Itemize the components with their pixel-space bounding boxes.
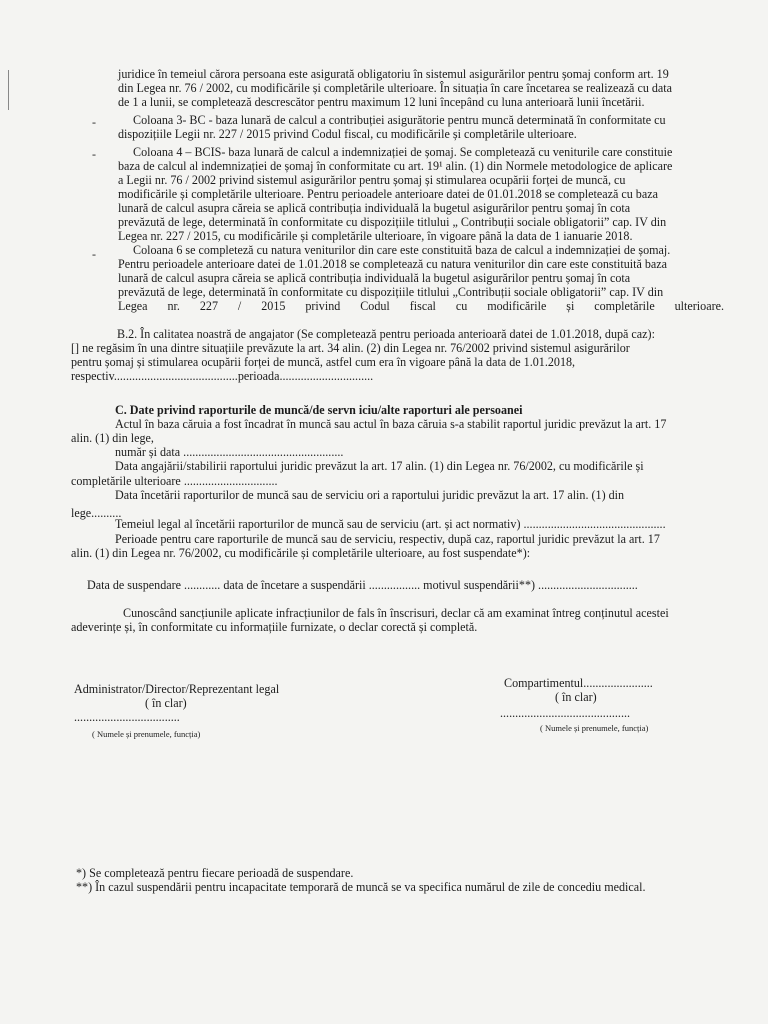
text-line: completările ulterioare ............................... [71,474,278,488]
text-line: lunară de calcul asupra căreia se aplică contribuția individuală la bugetul asigurărilor pentru șomaj în cota [118,201,631,215]
text-line: Coloana 3- BC - baza lunară de calcul a contribuției asigurătorie pentru muncă determinată în conformitate cu [133,113,666,127]
text-line: Temeiul legal al încetării raporturilor de muncă sau de serviciu (art. și act normativ) ............................................... [115,517,666,531]
text-line: Cunoscând sancțiunile aplicate infracțiunilor de fals în înscrisuri, declar că am examinat întreg conținutul acestei [123,606,669,620]
text-line: Actul în baza căruia a fost încadrat în muncă sau actul în baza căruia s-a stabilit raportul juridic prevăzut la art. 17 [115,417,667,431]
signatory-left-clear: ( în clar) [145,696,187,710]
text-line: Legea nr. 227 / 2015 privind Codul fiscal cu modificările și completările ulterioare. [118,299,724,313]
suspension-line: Data de suspendare ............ data de încetare a suspendării ................. motivul suspendării**) ................................. [87,578,638,592]
text-line: modificările și completările ulterioare. Pentru perioadele anterioare datei de 01.01.2018 se completează cu baza [118,187,658,201]
text-line: a Legii nr. 76 / 2002 privind sistemul asigurărilor pentru șomaj și stimularea ocupării forței de muncă, cu [118,173,626,187]
signatory-right-clear: ( în clar) [555,690,597,704]
text-line: Pentru perioadele anterioare datei de 1.01.2018 se completează cu natura veniturilor din care este constituită baza [118,257,668,271]
text-line: Coloana 6 se completeză cu natura veniturilor din care este constituită baza de calcul a indemnizației de șomaj. [133,243,671,257]
signatory-right-dots: ........................................... [500,706,631,720]
bullet-dash: - [92,147,96,161]
text-line: baza de calcul al indemnizației de șomaj în conformitate cu art. 19¹ alin. (1) din Normele metodologice de aplicare [118,159,673,173]
text-line: Coloana 4 – BCIS- baza lunară de calcul a indemnizației de șomaj. Se completează cu veniturile care constituie [133,145,673,159]
text-line: Legea nr. 227 / 2015, cu modificările și completările ulterioare, în vigoare până la data de 1 ianuarie 2018. [118,229,633,243]
text-line: Data angajării/stabilirii raportului juridic prevăzut la art. 17 alin. (1) din Legea nr. 76/2002, cu modificările și [115,459,644,473]
text-line: dispozițiile Legii nr. 227 / 2015 privind Codul fiscal, cu modificările și completările ulterioare. [118,127,577,141]
section-c-heading: C. Date privind raporturile de muncă/de servn iciu/alte raporturi ale persoanei [115,403,523,417]
text-line: prevăzută de lege, determinată în conformitate cu dispozițiile titlului „ Contribuții sociale obligatorii” cap. IV din [118,215,667,229]
signatory-right-title: Compartimentul....................... [504,676,653,690]
signatory-left-dots: ................................... [74,710,180,724]
scan-edge-mark [8,70,9,110]
text-line: de 1 a lunii, se completează descrescător pentru maximum 12 luni începând cu luna anterioară lunii încetării. [118,95,645,109]
bullet-dash: - [92,115,96,129]
text-line: juridice în temeiul cărora persoana este asigurată obligatoriu în sistemul asigurărilor pentru șomaj conform art. 19 [118,67,669,81]
text-line: alin. (1) din Legea nr. 76/2002, cu modificările și completările ulterioare, au fost suspendate*): [71,546,531,560]
text-line: alin. (1) din lege, [71,431,154,445]
bullet-dash: - [92,247,96,261]
text-line: din Legea nr. 76 / 2002, cu modificările și completările ulterioare. În situația în care încetarea se realizează cu data [118,81,673,95]
text-line: pentru șomaj și stimularea ocupării forței de muncă, astfel cum era în vigoare până la data de 1.01.2018, [71,355,576,369]
text-line: [] ne regăsim în una dintre situațiile prevăzute la art. 34 alin. (2) din Legea nr. 76/2002 privind sistemul asigurărilor [71,341,630,355]
text-line: număr și data ..................................................... [115,445,344,459]
text-line: lunară de calcul asupra căreia se aplică contribuția individuală la bugetul asigurărilor pentru șomaj în cota [118,271,631,285]
text-line: prevăzută de lege, determinată în conformitate cu dispozițiile titlului „Contribuții sociale obligatorii” cap. IV din [118,285,664,299]
footnote-2: **) În cazul suspendării pentru incapacitate temporară de muncă se va specifica numărul de zile de concediu medical. [76,880,646,894]
signatory-right-caption: ( Numele și prenumele, funcția) [540,723,649,733]
text-line: adeverințe și, în conformitate cu informațiile furnizate, o declar corectă și completă. [71,620,478,634]
text-line: B.2. În calitatea noastră de angajator (Se completează pentru perioada anterioară datei de 1.01.2018, după caz): [117,327,655,341]
footnote-1: *) Se completează pentru fiecare perioadă de suspendare. [76,866,354,880]
text-line: lege.......... [71,506,122,520]
signatory-left-title: Administrator/Director/Reprezentant legal [74,682,280,696]
text-line: Data încetării raporturilor de muncă sau de serviciu ori a raportului juridic prevăzut la art. 17 alin. (1) din [115,488,625,502]
signatory-left-caption: ( Numele și prenumele, funcția) [92,729,201,739]
text-line: Perioade pentru care raporturile de muncă sau de serviciu, respectiv, după caz, raportul juridic prevăzut la art. 17 [115,532,660,546]
text-line: respectiv.........................................perioada............................... [71,369,374,383]
